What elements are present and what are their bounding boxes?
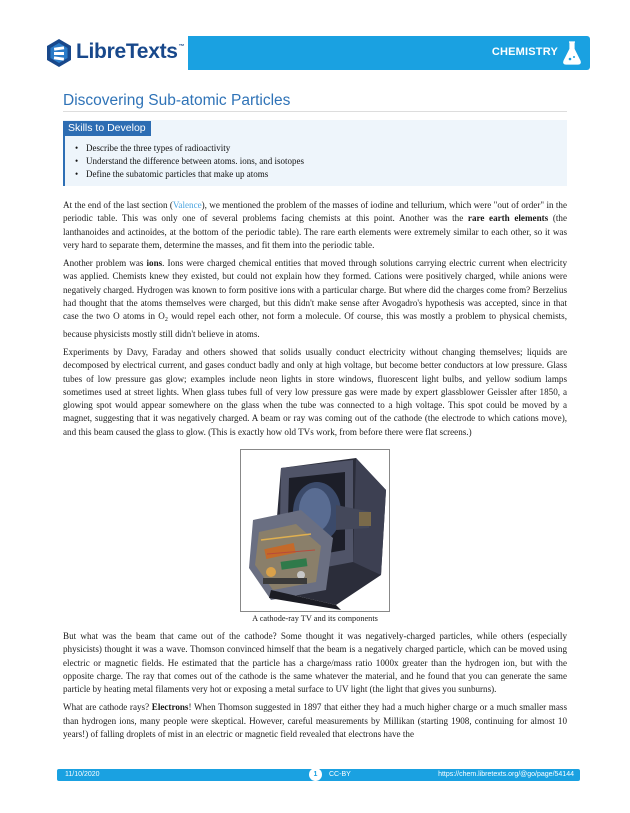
- page-title: Discovering Sub-atomic Particles: [63, 92, 291, 109]
- article-body: [63, 199, 567, 444]
- bold-term: Electrons: [151, 702, 189, 713]
- paragraph-3: Experiments by Davy, Faraday and others showed that solids usually conduct electricity without changing themselves; liquids are decomposed by electrical current, and gases conduct badly and only at high voltage, but become better conductors at low pressure. Glass tubes of low pressure gas glow; examples include neon lights in store windows, fluorescent light bulbs, and yellow sodium lamps sometimes used at street lights. When glass tubes full of very low pressure gas were made by expert glassblower Geissler after 1850, a glowing spot would appear somewhere on the glass when the tube was connected to a high voltage. This spot could be moved by a magnet, suggesting that it was negatively charged. A beam or ray was coming out of the cathode (the electrode to which cations move), and this beam caused the glass to glow. (This is exactly how old TVs work, from before there were flat screens.): [63, 346, 567, 437]
- bold-term: rare earth elements: [467, 213, 549, 224]
- footer-date: 11/10/2020: [65, 771, 100, 778]
- subject-label[interactable]: CHEMISTRY: [491, 46, 558, 58]
- list-item: • Describe the three types of radioactivity: [86, 142, 304, 155]
- paragraph-5: What are cathode rays? Electrons! When Thomson suggested in 1897 that either they had a much higher charge or a much smaller mass than hydrogen ions, many people were skeptical. However, careful measurements by Millikan (starting 1908, continuing for almost 10 years!) of falling droplets of mist in an electric or magnetic field revealed that electrons have the: [63, 702, 567, 740]
- brand-name: LibreTexts™: [76, 40, 185, 63]
- skills-accent-bar: [63, 136, 65, 186]
- cathode-ray-tv-illustration: [241, 450, 390, 612]
- page-url-link[interactable]: https://chem.libretexts.org/@go/page/54144: [438, 771, 574, 778]
- paragraph-1: At the end of the last section (Valence), we mentioned the problem of the masses of iodine and tellurium, which were "out of order" in the periodic table. This was only one of several problems facing chemists at this point. Another was the rare earth elements (the lanthanoides and actinoides, at the bottom of the periodic table). The rare earth elements were extremely similar to each other, so it was very hard to separate them, determine the masses, and fit them into the periodic table.: [63, 200, 567, 250]
- paragraph-2: Another problem was ions. Ions were charged chemical entities that moved through solutions carrying electric current when electricity was applied. Chemists knew they existed, but could not explain how they formed. Cations were positively charged, while anions were negatively charged. Hydrogen was known to form positive ions with a particular charge. But where did the charges come from? Berzelius had thought that the atoms themselves were charged, but this didn't make sense after Avogadro's hypothesis was accepted, since in that case the two O atoms in $O_2$ would repel each other, not form a molecule. Of course, this was mostly a problem to physical chemists, because physicists mostly still didn't believe in atoms.: [63, 258, 567, 339]
- list-item: • Understand the difference between atoms. ions, and isotopes: [86, 155, 304, 168]
- page-footer: [57, 769, 580, 781]
- page-header: [38, 36, 590, 70]
- valence-link[interactable]: Valence: [172, 200, 202, 210]
- license-label: CC-BY: [329, 771, 351, 778]
- title-divider: [63, 111, 567, 112]
- skills-list: [86, 142, 304, 182]
- article-body-continued: [63, 630, 567, 746]
- cathode-ray-tv-figure: [240, 449, 390, 612]
- skills-heading: Skills to Develop: [63, 121, 151, 136]
- page-number: 1: [309, 768, 322, 781]
- list-item: • Define the subatomic particles that make up atoms: [86, 168, 304, 181]
- flask-icon: [562, 41, 582, 65]
- logo[interactable]: [38, 36, 188, 70]
- figure-caption: A cathode-ray TV and its components: [252, 614, 378, 623]
- subscript: 2: [164, 317, 168, 324]
- paragraph-4: But what was the beam that came out of the cathode? Some thought it was negatively-charged particles, while others (especially physicists) thought it was a wave. Thomson convinced himself that the beam is a negatively charged particle, which can be moved using electric or magnetic fields. He estimated that the particle has a charge/mass ratio 1000x greater than the hydrogen ion, but with the opposite charge. The ray that comes out of the cathode is the same whatever the material, and he found that you can generate the same particle by heating metal filaments very hot or exposing a metal surface to UV light (the light that gives you sunburns).: [63, 631, 567, 695]
- bold-term: ions: [146, 258, 163, 269]
- libretexts-logo-icon: [44, 38, 74, 68]
